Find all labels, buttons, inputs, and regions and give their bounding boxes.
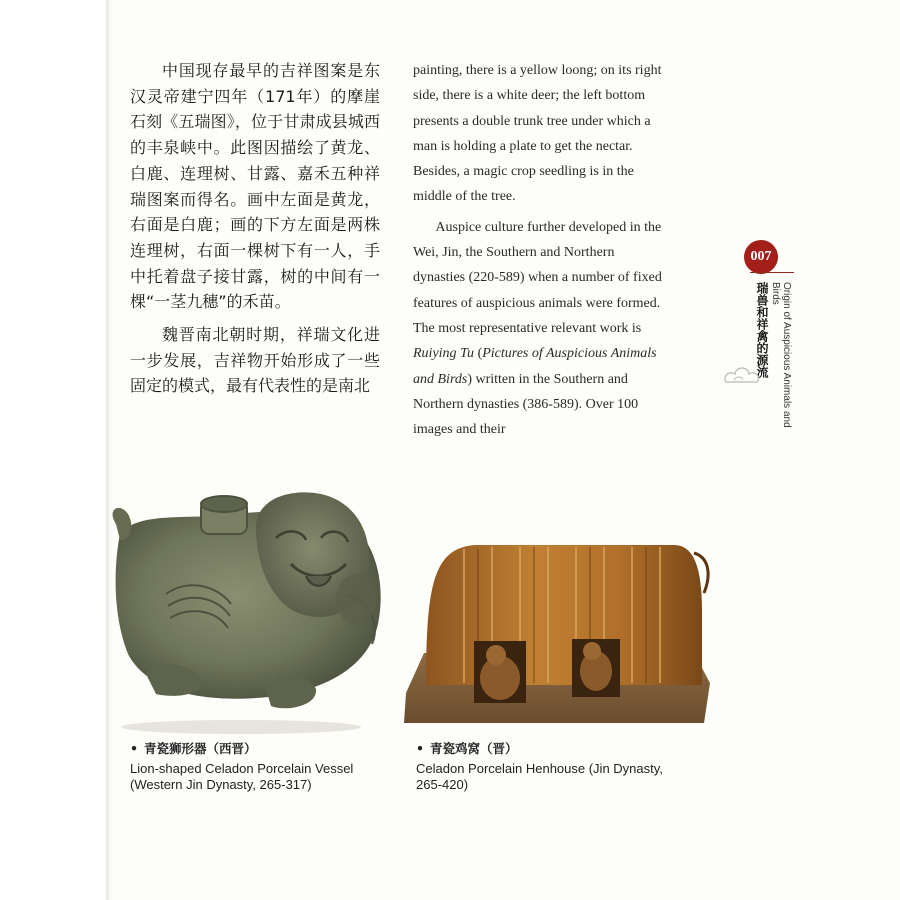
english-text-column	[413, 58, 665, 447]
caption-chinese: 青瓷鸡窝（晋）	[430, 741, 518, 756]
english-p2-before: Auspice culture further developed in the Wei, Jin, the Southern and Northern dynasties (220-589) when a number of fixed features of auspicious animals were formed. The most representative relevant work is	[413, 219, 662, 336]
work-title: Ruiying Tu	[413, 346, 475, 362]
caption-lion-vessel	[130, 741, 390, 793]
chinese-text-column	[130, 58, 380, 406]
chapter-sidebar	[744, 240, 794, 440]
english-paragraph-2	[413, 215, 665, 443]
english-paragraph-1: painting, there is a yellow loong; on its right side, there is a white deer; the left bottom presents a double trunk tree under which a man is holding a plate to get the nectar. Besides, a magic crop seedling is in the middle of the tree.	[413, 63, 662, 205]
page-gutter-shadow	[106, 0, 112, 900]
henhouse-photo	[404, 543, 712, 725]
caption-english: Lion-shaped Celadon Porcelain Vessel (Western Jin Dynasty, 265-317)	[130, 761, 354, 792]
caption-english: Celadon Porcelain Henhouse (Jin Dynasty, 265-420)	[416, 761, 663, 792]
page-number-badge: 007	[744, 240, 778, 274]
sidebar-rule	[750, 272, 794, 273]
english-p2-middle: (	[474, 346, 483, 362]
caption-bullet: •	[130, 741, 138, 756]
cloud-ornament-icon	[722, 360, 762, 390]
english-p2-after: ) written in the Southern and Northern dynasties (386-589). Over 100 images and their	[413, 371, 639, 438]
caption-chinese: 青瓷狮形器（西晋）	[144, 741, 257, 756]
chapter-title-english: Origin of Auspicious Animals and Birds	[770, 282, 792, 428]
caption-bullet: •	[416, 741, 424, 756]
chinese-paragraph-2: 魏晋南北朝时期，祥瑞文化进一步发展，吉祥物开始形成了一些固定的模式，最有代表性的是南北	[130, 325, 380, 396]
work-subtitle: Pictures of Auspicious Animals and Birds	[413, 346, 657, 387]
chinese-paragraph-1: 中国现存最早的吉祥图案是东汉灵帝建宁四年（171年）的摩崖石刻《五瑞图》，位于甘肃成县城西的丰泉峡中。此图因描绘了黄龙、白鹿、连理树、甘露、嘉禾五种祥瑞图案而得名。画中左面是黄龙，右面是白鹿；画的下方左面是两株连理树，右面一棵树下有一人，手中托着盘子接甘露，树的中间有一棵“一茎九穗”的禾苗。	[130, 61, 380, 312]
caption-henhouse	[416, 741, 676, 793]
lion-vessel-photo	[106, 484, 388, 736]
chapter-title-chinese: 瑞兽和祥禽的源流	[755, 282, 769, 378]
